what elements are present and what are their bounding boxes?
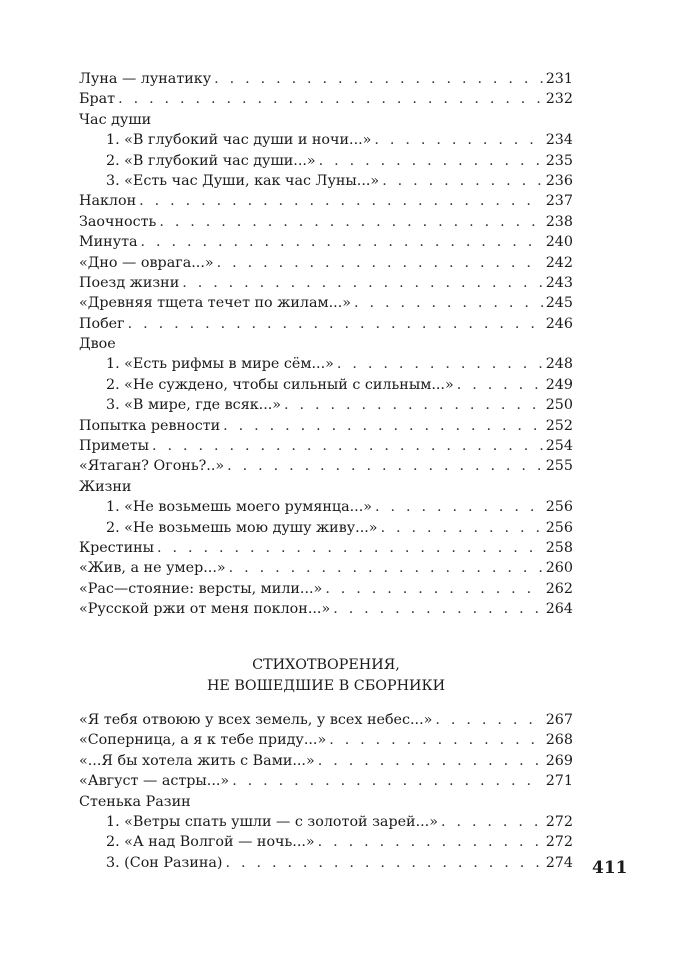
toc-entry [79, 232, 573, 252]
toc-entry [79, 812, 573, 832]
toc-entry-page: 274 [545, 854, 573, 871]
toc-leader-dots [141, 232, 543, 252]
toc-entry-page: 264 [545, 601, 573, 618]
toc-entry [79, 599, 573, 619]
toc-leader-dots [325, 579, 542, 599]
toc-leader-dots [329, 730, 543, 750]
toc-list-main [79, 69, 573, 620]
toc-leader-dots [223, 416, 543, 436]
toc-entry-page: 252 [545, 417, 573, 434]
toc-entry-title: Луна — лунатику [79, 71, 212, 87]
toc-leader-dots [382, 171, 543, 191]
toc-entry [79, 832, 573, 852]
toc-leader-dots [159, 212, 542, 232]
toc-entry-title: Двое [79, 336, 116, 353]
toc-entry [79, 314, 573, 334]
toc-entry-title: Побег [79, 315, 125, 332]
toc-entry [79, 710, 573, 730]
toc-entry [79, 151, 573, 171]
toc-entry [79, 436, 573, 456]
toc-entry [79, 771, 573, 791]
toc-entry [79, 273, 573, 293]
toc-leader-dots [374, 130, 542, 150]
toc-leader-dots [375, 497, 543, 517]
toc-entry-page: 255 [545, 458, 573, 475]
toc-leader-dots [457, 375, 543, 395]
toc-entry [79, 558, 573, 578]
toc-entry-title: «Я тебя отвоюю у всех земель, у всех небес...» [79, 712, 433, 728]
toc-entry-page: 271 [545, 773, 573, 790]
toc-entry-title: «...Я бы хотела жить с Вами...» [79, 752, 315, 769]
toc-leader-dots [217, 253, 543, 273]
toc-entry [79, 538, 573, 558]
toc-entry [79, 792, 573, 812]
toc-entry [79, 853, 573, 873]
toc-leader-dots [139, 191, 543, 211]
toc-entry-title: «Жив, а не умер...» [79, 560, 226, 577]
section-heading-line-2: НЕ ВОШЕДШИЕ В СБОРНИКИ [206, 678, 446, 694]
toc-entry-page: 248 [545, 356, 573, 373]
toc-entry-page: 260 [545, 560, 573, 577]
toc-entry-title: «Рас—стояние: версты, мили...» [79, 580, 323, 597]
toc-entry [79, 130, 573, 150]
toc-leader-dots [318, 751, 543, 771]
toc-entry-title: Минута [79, 234, 138, 251]
toc-entry-page: 245 [545, 295, 573, 312]
toc-entry-page: 250 [545, 397, 573, 414]
toc-entry [79, 69, 573, 89]
toc-entry-title: Заочность [79, 213, 157, 230]
toc-entry-page: 254 [545, 438, 573, 455]
toc-entry-title: Наклон [79, 193, 137, 210]
toc-entry-title: 3. (Сон Разина) [106, 854, 223, 871]
toc-list-uncollected [79, 710, 573, 873]
toc-entry-title: «Август — астры...» [79, 773, 230, 790]
toc-leader-dots [232, 771, 543, 791]
toc-leader-dots [182, 273, 542, 293]
toc-entry-page: 238 [545, 213, 573, 230]
toc-entry-title: 1. «Есть рифмы в мире сём...» [106, 356, 334, 373]
toc-entry [79, 477, 573, 497]
toc-entry [79, 416, 573, 436]
page-number: 411 [592, 858, 628, 878]
toc-entry-page: 269 [545, 752, 573, 769]
toc-entry [79, 751, 573, 771]
toc-entry [79, 456, 573, 476]
toc-entry-page: 242 [545, 254, 573, 271]
toc-entry [79, 497, 573, 517]
toc-leader-dots [227, 456, 543, 476]
toc-entry [79, 518, 573, 538]
toc-entry-page: 231 [545, 71, 573, 87]
toc-entry-title: 2. «А над Волгой — ночь...» [106, 834, 315, 851]
toc-entry-title: «Древняя тщета течет по жилам...» [79, 295, 351, 312]
toc-entry-page: 258 [545, 539, 573, 556]
toc-entry-title: Стенька Разин [79, 793, 191, 810]
toc-entry-title: Поезд жизни [79, 274, 180, 291]
toc-entry-page: 272 [545, 834, 573, 851]
toc-entry [79, 293, 573, 313]
toc-entry-page: 272 [545, 813, 573, 830]
toc-leader-dots [381, 518, 543, 538]
toc-entry-page: 246 [545, 315, 573, 332]
toc-entry-title: «Русской ржи от меня поклон...» [79, 601, 331, 618]
toc-entry [79, 334, 573, 354]
section-heading [79, 655, 573, 697]
toc-entry-title: 3. «Есть час Души, как час Луны...» [106, 172, 380, 189]
toc-entry [79, 730, 573, 750]
toc-entry [79, 579, 573, 599]
toc-entry-page: 240 [545, 234, 573, 251]
toc-entry-page: 232 [545, 91, 573, 108]
toc-entry-page: 267 [545, 712, 573, 728]
toc-leader-dots [128, 314, 543, 334]
toc-entry-title: «Ятаган? Огонь?..» [79, 458, 225, 475]
toc-entry [79, 375, 573, 395]
toc-entry-page: 268 [545, 732, 573, 749]
toc-entry-page: 256 [545, 499, 573, 516]
toc-leader-dots [152, 436, 543, 456]
toc-entry-title: «Дно — оврага...» [79, 254, 214, 271]
toc-entry-title: 2. «В глубокий час души...» [106, 152, 316, 169]
section-heading-line-1: СТИХОТВОРЕНИЯ, [252, 657, 400, 673]
toc-entry-title: 1. «В глубокий час души и ночи...» [106, 132, 372, 149]
toc-entry-page: 256 [545, 519, 573, 536]
toc-entry-page: 237 [545, 193, 573, 210]
toc-leader-dots [118, 89, 543, 109]
toc-leader-dots [229, 558, 543, 578]
toc-leader-dots [319, 151, 543, 171]
toc-leader-dots [214, 69, 543, 89]
toc-entry-title: 2. «Не возьмешь мою душу живу...» [106, 519, 378, 536]
toc-leader-dots [354, 293, 543, 313]
toc-leader-dots [435, 710, 542, 730]
toc-entry-page: 234 [545, 132, 573, 149]
toc-entry [79, 395, 573, 415]
toc-entry-title: Жизни [79, 478, 132, 495]
toc-leader-dots [337, 354, 543, 374]
toc-leader-dots [333, 599, 543, 619]
toc-entry-page: 262 [545, 580, 573, 597]
toc-entry [79, 110, 573, 130]
toc-entry-title: «Соперница, а я к тебе приду...» [79, 732, 327, 749]
toc-entry [79, 253, 573, 273]
toc-entry [79, 171, 573, 191]
toc-entry-title: 1. «Не возьмешь моего румянца...» [106, 499, 373, 516]
toc-entry-page: 249 [545, 376, 573, 393]
toc-entry-title: Приметы [79, 438, 150, 455]
toc-entry-page: 235 [545, 152, 573, 169]
toc-entry-title: Час души [79, 111, 152, 128]
toc-leader-dots [441, 812, 543, 832]
toc-entry [79, 191, 573, 211]
toc-entry-title: Брат [79, 91, 116, 108]
toc-leader-dots [225, 853, 542, 873]
toc-entry-title: 1. «Ветры спать ушли — с золотой зарей...» [106, 813, 438, 830]
toc-entry-title: Крестины [79, 539, 155, 556]
toc-leader-dots [284, 395, 543, 415]
toc-leader-dots [318, 832, 543, 852]
toc-entry-page: 236 [545, 172, 573, 189]
toc-entry [79, 354, 573, 374]
toc-entry [79, 89, 573, 109]
toc-entry [79, 212, 573, 232]
toc-entry-title: 2. «Не суждено, чтобы сильный с сильным...» [106, 376, 454, 393]
toc-entry-title: Попытка ревности [79, 417, 221, 434]
toc-leader-dots [157, 538, 543, 558]
toc-entry-title: 3. «В мире, где всяк...» [106, 397, 282, 414]
toc-entry-page: 243 [545, 274, 573, 291]
